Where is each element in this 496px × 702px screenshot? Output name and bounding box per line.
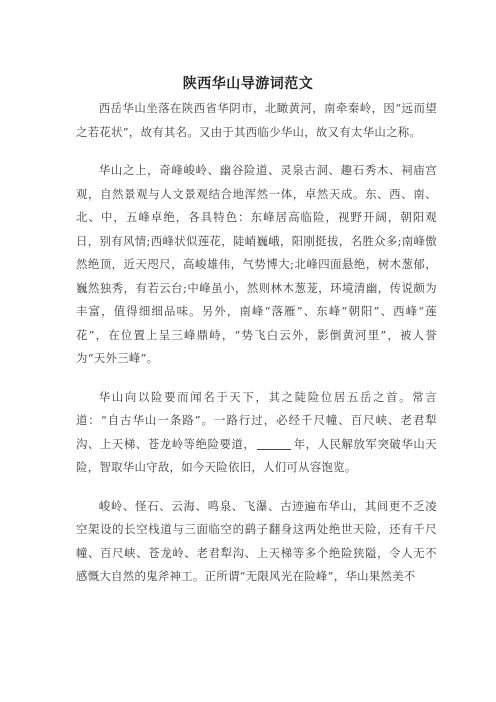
paragraph-peaks: 华山之上，奇峰峻岭、幽谷险道、灵泉古洞、趣石秀木、祠庙宫观，自然景观与人文景观结合地浑然一体，卓然天成。东、西、南、北、中，五峰卓绝，各具特色：东峰居高临险，视野开阔，朝阳观日，别有风情;西峰状似莲花，陡峭巍峨，阳刚挺拔，名胜众多;南峰傲然绝顶，近天咫尺，高峻雄伟，气势博大;北峰四面悬绝，树木葱郁，巍然独秀，有若云台;中峰虽小，然则林木葱茏，环境清幽，传说颇为丰富，值得细细品味。另外，南峰“落雁”、东峰“朝阳”、西峰“莲花”，在位置上呈三峰鼎峙，“势飞白云外，影倒黄河里”，被人誉为“天外三峰”。: [76, 163, 437, 365]
fill-in-blank: [257, 437, 291, 450]
paragraph-intro: 西岳华山坐落在陕西省华阴市，北瞰黄河，南牵秦岭，因“远而望之若花状”，故有其名。又由于其西临少华山，故又有太华山之称。: [76, 101, 437, 139]
document-body: [76, 97, 437, 604]
document-title: 陕西华山导游词范文: [182, 76, 314, 92]
paragraph-danger: [76, 386, 437, 480]
paragraph-scenery: 峻岭、怪石、云海、鸣泉、飞瀑、古迹遍布华山，其间更不乏凌空架设的长空栈道与三面临空的鹞子翻身这两处绝世天险，还有千尺幢、百尺峡、苍龙岭、老君犁沟、上天梯等多个绝险狭隘，令人无不感慨大自然的鬼斧神工。正所谓“无限风光在险峰”，华山果然美不: [76, 498, 437, 583]
paragraph-danger-text-after: 年，人民解放军突破华山天险，智取华山守敌，如今天险依旧，人们可从容饱览。: [76, 436, 437, 474]
paragraph-danger-text-before: 华山向以险要而闻名于天下，其之陡险位居五岳之首。常言道：“自古华山一条路”。一路行过，必经千尺幢、百尺峡、老君犁沟、上天梯、苍龙岭等绝险要道，: [76, 389, 437, 451]
